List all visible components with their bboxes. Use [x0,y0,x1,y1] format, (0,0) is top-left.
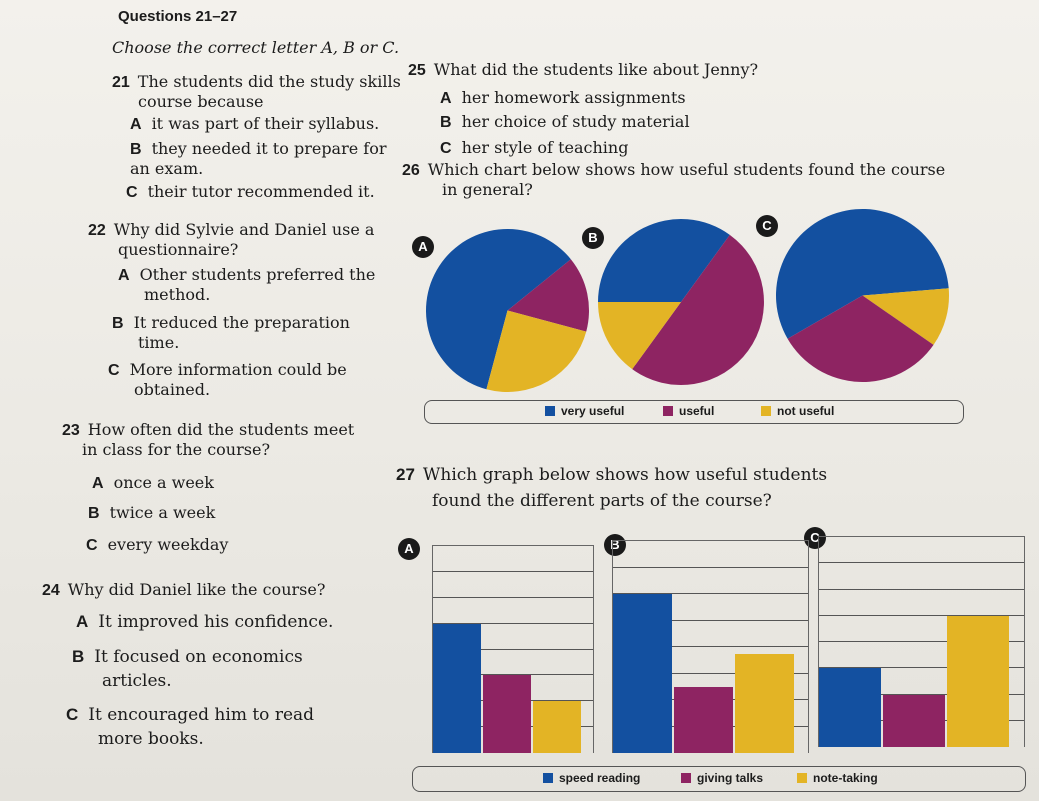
option-text-line2: an exam. [130,159,204,178]
legend-useful [663,404,714,418]
q21-option-b[interactable] [130,139,387,178]
option-text-line1: It reduced the preparation [133,313,350,332]
bar-speed-reading [613,594,672,753]
question-text-line2: course because [138,92,264,111]
legend-giving-talks [681,771,763,785]
bar-chart-c[interactable] [818,536,1025,747]
bar-speed-reading [819,668,881,747]
question-number: 25 [408,62,426,79]
q21-option-a[interactable] [130,114,379,134]
swatch-icon [543,773,553,783]
q23-option-c[interactable] [86,535,228,555]
bar-c-label: C [804,527,826,549]
option-text-line1: It focused on economics [94,647,303,667]
option-text: twice a week [109,503,216,522]
gridline [433,597,593,598]
pie-chart-b[interactable] [597,218,765,386]
q23-option-b[interactable] [88,503,215,523]
q22-option-c[interactable] [108,360,347,399]
question-number: 24 [42,582,60,599]
question-text-line1: Which graph below shows how useful students [422,465,828,485]
bar-speed-reading [433,624,481,753]
option-text-line2: articles. [102,671,172,691]
bar-chart-b[interactable] [612,540,809,753]
pie-chart-a[interactable] [425,228,590,393]
option-text-line1: More information could be [129,360,347,379]
option-letter: C [108,362,120,379]
question-text-line2: in class for the course? [82,440,271,459]
option-letter: C [66,705,79,724]
q21-option-c[interactable] [126,182,375,202]
pie-c-label: C [756,215,778,237]
question-text-line1: Which chart below shows how useful students found the course [427,160,946,179]
option-letter: A [130,116,142,133]
option-letter: B [130,141,142,158]
swatch-icon [797,773,807,783]
question-text-line2: questionnaire? [118,240,239,259]
option-text: her style of teaching [461,138,629,157]
option-text: her homework assignments [461,88,686,107]
option-text-line2: obtained. [134,380,211,399]
option-text-line2: more books. [98,729,204,749]
q23-option-a[interactable] [92,473,214,493]
option-letter: A [118,267,130,284]
legend-note-taking [797,771,878,785]
gridline [613,567,808,568]
question-number: 23 [62,422,80,439]
option-letter: B [112,315,124,332]
legend-label: useful [679,404,715,418]
question-25 [408,60,758,80]
question-text: Why did Daniel like the course? [67,580,326,599]
question-27 [396,462,827,514]
pie-a-label: A [412,236,434,258]
bar-legend [412,766,1026,792]
question-24 [42,580,325,600]
bar-giving-talks [674,687,733,753]
option-letter: B [440,114,452,131]
q25-option-a[interactable] [440,88,686,108]
q24-option-a[interactable] [76,612,333,632]
question-text-line1: How often did the students meet [87,420,355,439]
option-text: it was part of their syllabus. [151,114,380,133]
gridline [819,589,1024,590]
option-letter: A [92,475,104,492]
q22-option-b[interactable] [112,313,350,352]
legend-not-useful [761,404,834,418]
question-26 [402,160,945,199]
option-letter: A [440,90,452,107]
bar-note-taking [533,701,581,753]
option-text-line1: Other students preferred the [139,265,376,284]
bar-giving-talks [883,695,945,748]
question-text-line2: in general? [442,180,533,199]
question-number: 22 [88,222,106,239]
q24-option-b[interactable] [72,645,303,693]
legend-label: speed reading [559,771,641,785]
question-text-line1: Why did Sylvie and Daniel use a [113,220,375,239]
option-letter: B [88,505,100,522]
option-text-line2: time. [138,333,180,352]
q25-option-c[interactable] [440,138,628,158]
legend-very-useful [545,404,624,418]
option-text: her choice of study material [461,112,690,131]
q25-option-b[interactable] [440,112,690,132]
option-text: every weekday [107,535,229,554]
question-23 [62,420,354,459]
bar-giving-talks [483,675,531,753]
swatch-icon [681,773,691,783]
legend-speed-reading [543,771,640,785]
option-text-line1: they needed it to prepare for [151,139,387,158]
question-number: 27 [396,465,415,484]
option-text: once a week [113,473,214,492]
option-letter: C [86,537,98,554]
question-number: 21 [112,74,130,91]
pie-legend [424,400,964,424]
option-letter: B [72,647,85,666]
option-letter: C [440,140,452,157]
legend-label: note-taking [813,771,878,785]
question-22 [88,220,374,259]
swatch-icon [663,406,673,416]
question-text: What did the students like about Jenny? [433,60,759,79]
legend-label: giving talks [697,771,764,785]
bar-note-taking [947,616,1009,747]
pie-b-label: B [582,227,604,249]
q22-option-a[interactable] [118,265,375,304]
option-text: It improved his confidence. [98,612,334,632]
gridline [819,562,1024,563]
option-text-line2: method. [144,285,211,304]
option-text: their tutor recommended it. [147,182,375,201]
legend-label: very useful [561,404,625,418]
swatch-icon [761,406,771,416]
section-heading: Questions 21–27 [118,8,238,25]
pie-chart-c[interactable] [775,208,950,383]
q24-option-c[interactable] [66,703,314,751]
bar-chart-a[interactable] [432,545,594,753]
question-text-line1: The students did the study skills [137,72,401,91]
bar-a-label: A [398,538,420,560]
legend-label: not useful [777,404,835,418]
instruction-text: Choose the correct letter A, B or C. [112,38,400,57]
question-21 [112,72,401,111]
gridline [433,571,593,572]
option-letter: C [126,184,138,201]
option-letter: A [76,612,89,631]
bar-b-label: B [604,534,626,556]
bar-note-taking [735,654,794,753]
swatch-icon [545,406,555,416]
option-text-line1: It encouraged him to read [88,705,315,725]
question-number: 26 [402,162,420,179]
question-text-line2: found the different parts of the course? [432,491,772,511]
